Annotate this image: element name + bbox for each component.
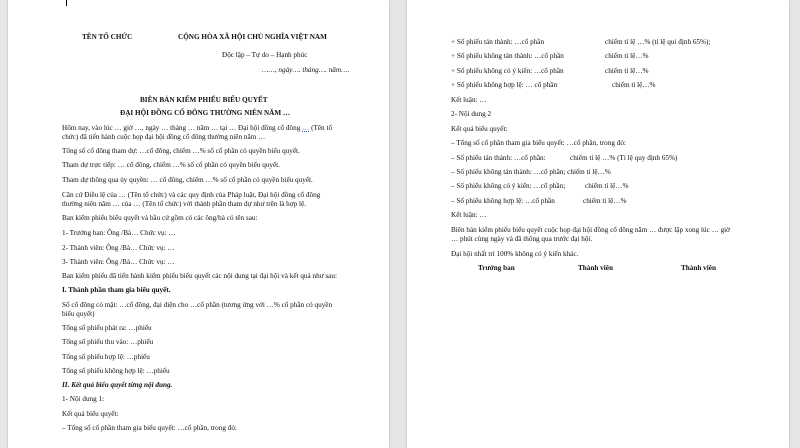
ballots-invalid: Tổng số phiếu không hợp lệ: …phiếu	[62, 367, 170, 375]
text-cursor	[66, 0, 67, 6]
content-1-total: – Tổng số cổ phần tham gia biểu quyết: …cổ phần, trong đó:	[62, 424, 237, 432]
c1-invalid-ratio: chiếm tỉ lệ…%	[612, 81, 656, 89]
attendance-proxy: Tham dự thông qua ủy quyền: … cổ đông, chiếm …% số cổ phần có quyền biểu quyết.	[62, 176, 313, 184]
c2-agree-label: – Số phiếu tán thành: …cổ phần:	[451, 154, 546, 162]
doc-subtitle: ĐẠI HỘI ĐỒNG CỔ ĐÔNG THƯỜNG NIÊN NĂM …	[120, 109, 291, 117]
signature-member-1: Thành viên	[578, 264, 613, 272]
c1-disagree-label: + Số phiếu không tán thành: …cổ phần	[451, 52, 564, 60]
closing-line-2: … phút cùng ngày và đã thông qua trước đại hội.	[451, 235, 593, 243]
content-1-heading: 1- Nội dung 1:	[62, 395, 105, 403]
c1-invalid-label: + Số phiếu không hợp lệ: … cổ phần	[451, 81, 558, 89]
ballots-valid: Tổng số phiếu hợp lệ: …phiếu	[62, 353, 150, 361]
signature-member-2: Thành viên	[681, 264, 716, 272]
attendance-total: Tổng số cổ đông tham dự: …cổ đông, chiếm …% số cổ phần có quyền biểu quyết.	[62, 147, 300, 155]
basis-line-2: thường niên năm … của … (Tên tổ chức) với thành phần tham dự như trên là hợp lệ.	[62, 200, 306, 208]
c2-agree-ratio: chiếm tỉ lệ …% (Tỉ lệ quy định 65%)	[570, 154, 678, 162]
attendance-direct: Tham dự trực tiếp: … cổ đông, chiếm …% số cổ phần có quyền biểu quyết.	[62, 161, 280, 169]
c2-noopinion-label: – Số phiếu không có ý kiến: …cổ phần;	[451, 182, 566, 190]
national-title: CỘNG HÒA XÃ HỘI CHỦ NGHĨA VIỆT NAM	[178, 33, 327, 41]
document-page-1	[8, 0, 389, 448]
signature-head: Trưởng ban	[478, 264, 515, 272]
intro-text-end: (Tên tổ	[311, 124, 333, 132]
agreement-statement: Đại hội nhất trí 100% không có ý kiến khác.	[451, 250, 579, 258]
c1-agree-ratio: chiếm tỉ lệ …% (tỉ lệ qui định 65%);	[605, 38, 711, 46]
c1-noopinion-ratio: chiếm tỉ lệ…%	[605, 67, 649, 75]
date-line: ……, ngày…. tháng…. năm….	[262, 66, 350, 74]
section-1-heading: I. Thành phần tham gia biểu quyết.	[62, 286, 171, 294]
ballots-collected: Tổng số phiếu thu vào: …phiếu	[62, 338, 154, 346]
c2-noopinion-ratio: chiếm tỉ lệ…%	[585, 182, 629, 190]
org-name-label: TÊN TỔ CHỨC	[82, 33, 133, 41]
ballots-issued: Tổng số phiếu phát ra: …phiếu	[62, 324, 152, 332]
board-member-3: 3- Thành viên: Ông /Bà… Chức vụ: …	[62, 258, 175, 266]
intro-line-2: chức) đã tiến hành cuộc họp đại hội đồng cổ đông thường niên năm …	[62, 133, 266, 141]
intro-text: Hôm nay, vào lúc … giờ …, ngày … tháng … năm … tại … Đại hội đồng cổ đông	[62, 124, 301, 132]
board-member-1: 1- Trưởng ban: Ông /Bà… Chức vụ: …	[62, 229, 176, 237]
content-1-result-label: Kết quả biểu quyết:	[62, 410, 119, 418]
c1-conclusion: Kết luận: …	[451, 96, 487, 104]
intro-line-1	[62, 124, 332, 132]
results-intro: Ban kiểm phiếu đã tiến hành kiểm phiếu biểu quyết các nội dung tại đại hội và kết quả như sau:	[62, 272, 337, 280]
section-2-heading: II. Kết quả biểu quyết từng nội dung.	[62, 381, 173, 389]
doc-title: BIÊN BẢN KIỂM PHIẾU BIỂU QUYẾT	[140, 96, 268, 104]
document-page-2	[407, 0, 789, 448]
national-motto: Độc lập – Tự do – Hạnh phúc	[222, 51, 308, 59]
c2-invalid-ratio: chiếm tỉ lệ…%	[583, 197, 627, 205]
c2-invalid-label: – Số phiếu không hợp lệ: …cổ phần	[451, 197, 555, 205]
org-name-link[interactable]: …	[302, 124, 310, 132]
board-intro: Ban kiểm phiếu biểu quyết và bầu cử gồm có các ông/bà có tên sau:	[62, 214, 258, 222]
closing-line-1: Biên bản kiểm phiếu biểu quyết cuộc họp đại hội đồng cổ đông năm … được lập xong lúc … giờ	[451, 226, 730, 234]
board-member-2: 2- Thành viên: Ông /Bà… Chức vụ: …	[62, 244, 175, 252]
c2-conclusion: Kết luận: …	[451, 211, 487, 219]
c1-disagree-ratio: chiếm tỉ lệ…%	[605, 52, 649, 60]
c1-noopinion-label: + Số phiếu không có ý kiến: …cổ phần	[451, 67, 564, 75]
basis-line-1: Căn cứ Điều lệ của … (Tên tổ chức) và các quy định của Pháp luật, Đại hội đồng cổ đông	[62, 191, 321, 199]
shareholders-line-2: biểu quyết)	[62, 310, 95, 318]
content-2-heading: 2- Nội dung 2	[451, 110, 492, 118]
shareholders-line-1: Số cổ đông có mặt: …cổ đông, đại diện cho …cổ phần (tương ứng với …% cổ phần có quyền	[62, 301, 333, 309]
content-2-total: – Tổng số cổ phần tham gia biểu quyết: …cổ phần, trong đó:	[451, 139, 626, 147]
content-2-result-label: Kết quả biểu quyết:	[451, 125, 508, 133]
c1-agree-label: + Số phiếu tán thành: …cổ phần	[451, 38, 545, 46]
c2-disagree: – Số phiếu không tán thành: …cổ phần; chiếm tỉ lệ…%	[451, 168, 611, 176]
